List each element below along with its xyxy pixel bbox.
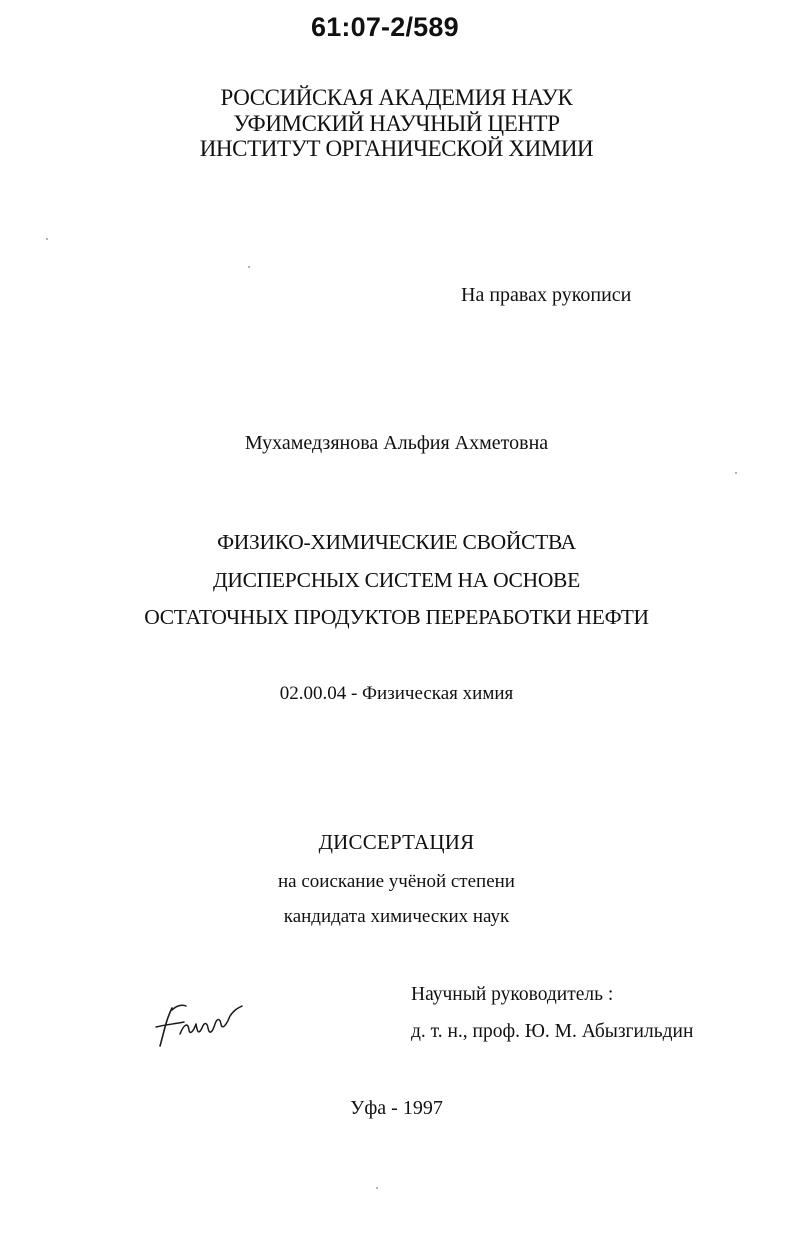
catalog-number: 61:07-2/589 (311, 12, 459, 42)
degree-purpose: на соискание учёной степени (278, 871, 515, 892)
author-name: Мухамедзянова Альфия Ахметовна (244, 432, 549, 454)
advisor-name: д. т. н., проф. Ю. М. Абызгильдин (411, 1021, 694, 1042)
scan-speck (735, 472, 737, 474)
scan-speck (46, 238, 48, 240)
dissertation-title-line-1: ФИЗИКО-ХИМИЧЕСКИЕ СВОЙСТВА (217, 530, 576, 554)
scan-speck (248, 266, 250, 268)
city-and-year: Уфа - 1997 (350, 1097, 443, 1119)
advisor-label: Научный руководитель : (411, 984, 614, 1005)
academy-name: РОССИЙСКАЯ АКАДЕМИЯ НАУК (220, 85, 573, 110)
institute-name: ИНСТИТУТ ОРГАНИЧЕСКОЙ ХИМИИ (199, 136, 594, 161)
dissertation-title-line-3: ОСТАТОЧНЫХ ПРОДУКТОВ ПЕРЕРАБОТКИ НЕФТИ (144, 605, 649, 629)
dissertation-heading: ДИССЕРТАЦИЯ (318, 830, 475, 854)
degree-name: кандидата химических наук (283, 906, 510, 927)
rights-note: На правах рукописи (461, 284, 632, 306)
specialty-code: 02.00.04 - Физическая химия (279, 683, 514, 704)
scan-speck (376, 1187, 378, 1189)
handwritten-signature (152, 1000, 244, 1050)
dissertation-title-line-2: ДИСПЕРСНЫХ СИСТЕМ НА ОСНОВЕ (213, 568, 580, 592)
research-center-name: УФИМСКИЙ НАУЧНЫЙ ЦЕНТР (233, 111, 560, 136)
